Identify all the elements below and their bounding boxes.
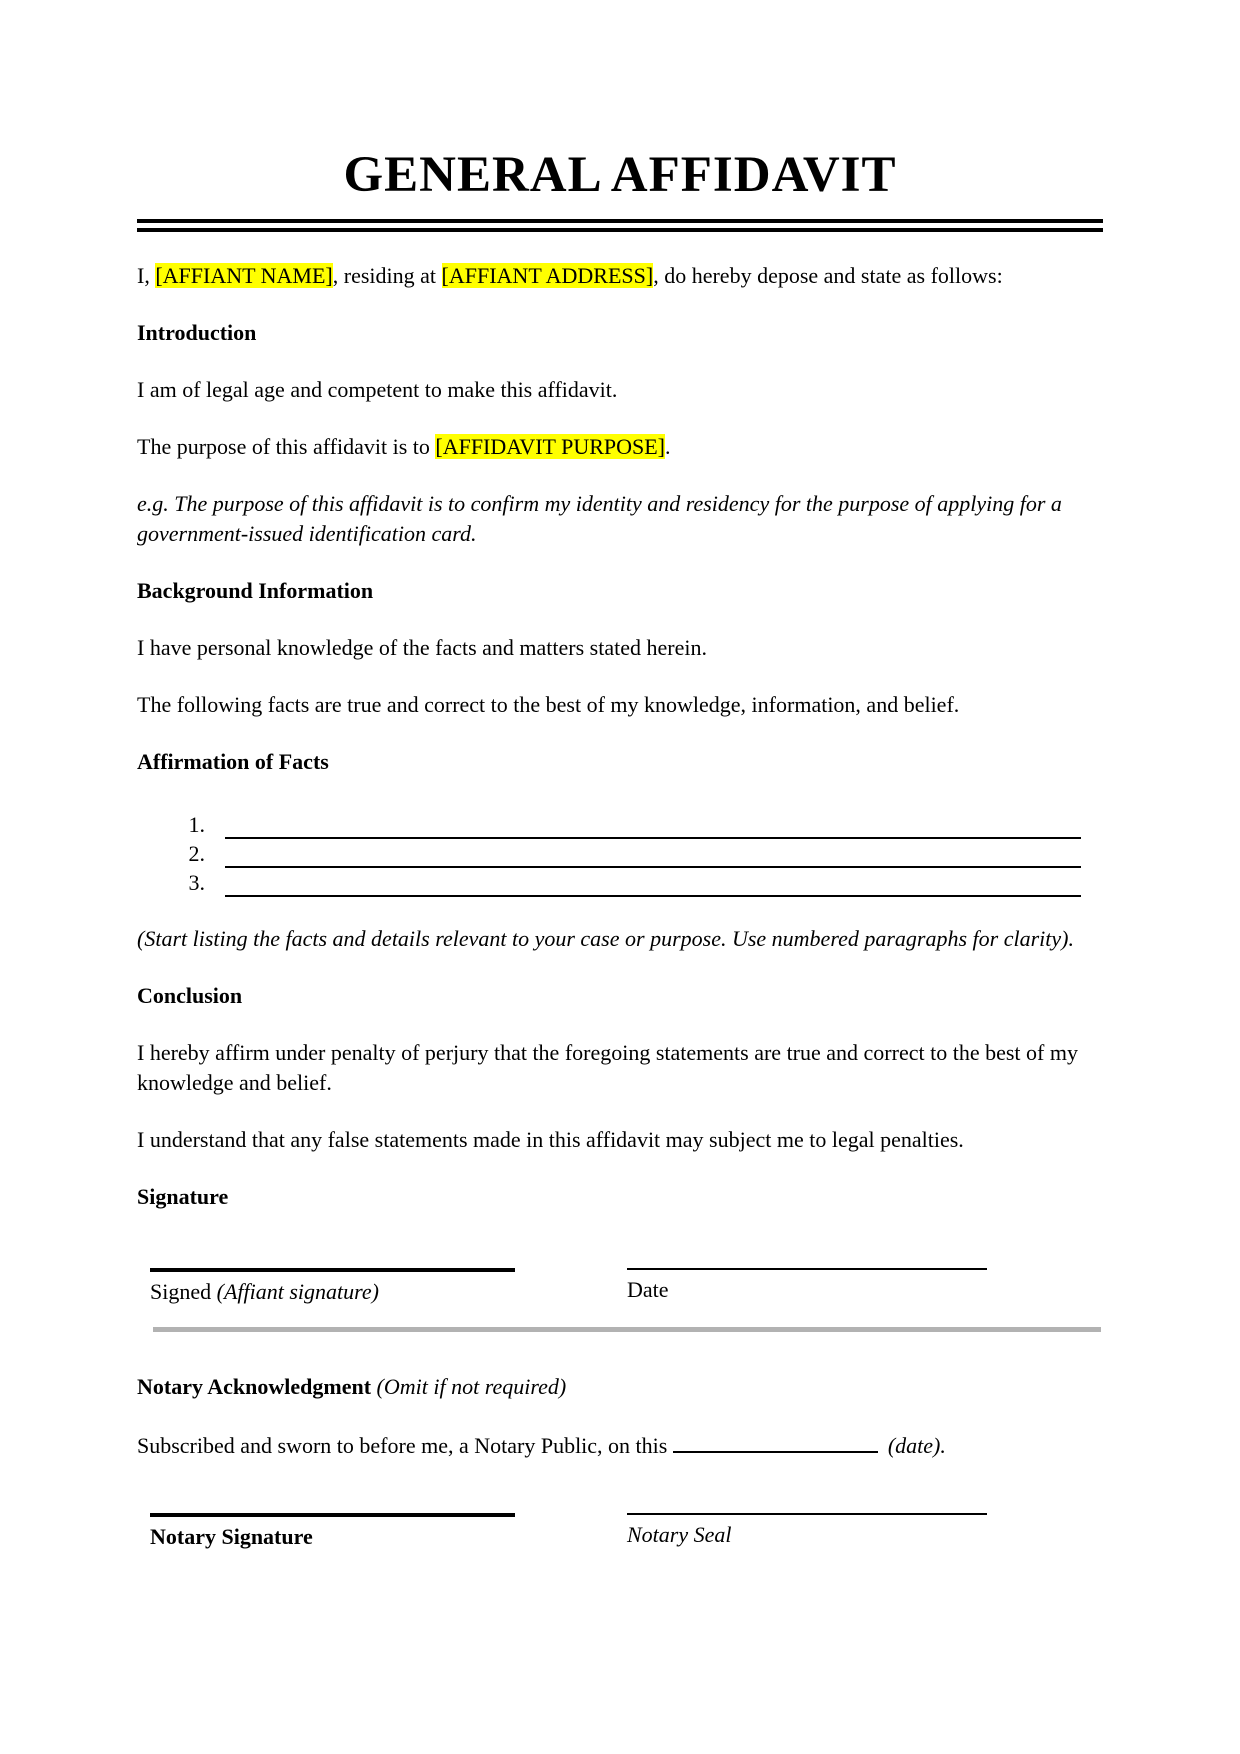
notary-seal-label: Notary Seal xyxy=(627,1522,732,1547)
notary-heading xyxy=(137,1372,1103,1402)
affirmation-heading: Affirmation of Facts xyxy=(137,749,329,774)
date-block xyxy=(627,1268,987,1307)
notary-signature-row xyxy=(150,1513,1103,1552)
purpose-post-text: . xyxy=(665,434,671,459)
fact-blank-line-1[interactable] xyxy=(225,810,1081,839)
date-label: Date xyxy=(627,1277,669,1302)
notary-heading-note: (Omit if not required) xyxy=(376,1374,567,1399)
opening-pre-text: I, xyxy=(137,263,156,288)
signature-heading: Signature xyxy=(137,1184,229,1209)
fact-number-3: 3. xyxy=(188,870,205,895)
sworn-pre-text: Subscribed and sworn to before me, a Notary Public, on this xyxy=(137,1433,673,1458)
signed-label-text: Signed xyxy=(150,1279,217,1304)
notary-signature-label: Notary Signature xyxy=(150,1524,313,1549)
affiant-signature-label xyxy=(150,1272,515,1307)
affidavit-purpose-placeholder[interactable]: [AFFIDAVIT PURPOSE] xyxy=(435,434,665,459)
fact-number-1: 1. xyxy=(188,812,205,837)
date-note-text: (date). xyxy=(887,1433,946,1458)
notary-signature-block xyxy=(150,1513,515,1552)
notary-date-blank-line[interactable] xyxy=(673,1429,878,1453)
document-title: GENERAL AFFIDAVIT xyxy=(343,147,897,203)
opening-mid-text: , residing at xyxy=(332,263,442,288)
affiant-signature-block xyxy=(150,1268,515,1307)
sworn-statement xyxy=(137,1429,1103,1461)
title-double-rule xyxy=(137,219,1103,232)
truth-statement: The following facts are true and correct to the best of my knowledge, information, and belief. xyxy=(137,692,960,717)
opening-post-text: , do hereby depose and state as follows: xyxy=(653,263,1003,288)
affirm-statement: I hereby affirm under penalty of perjury that the foregoing statements are true and correct to the best of my knowledge and belief. xyxy=(137,1040,1078,1095)
conclusion-heading: Conclusion xyxy=(137,983,243,1008)
notary-section-divider xyxy=(153,1327,1101,1332)
background-heading: Background Information xyxy=(137,578,374,603)
fact-item-1 xyxy=(137,810,1103,839)
signature-row xyxy=(150,1268,1103,1307)
purpose-pre-text: The purpose of this affidavit is to xyxy=(137,434,436,459)
notary-seal-block xyxy=(627,1513,987,1552)
penalty-statement: I understand that any false statements made in this affidavit may subject me to legal penalties. xyxy=(137,1127,964,1152)
affiant-name-placeholder[interactable]: [AFFIANT NAME] xyxy=(155,263,333,288)
fact-item-3 xyxy=(137,868,1103,897)
competence-statement: I am of legal age and competent to make this affidavit. xyxy=(137,377,618,402)
purpose-paragraph xyxy=(137,432,1103,462)
opening-paragraph xyxy=(137,261,1103,291)
affiant-address-placeholder[interactable]: [AFFIANT ADDRESS] xyxy=(441,263,654,288)
facts-instruction-note: (Start listing the facts and details relevant to your case or purpose. Use numbered paragraphs for clarity). xyxy=(137,926,1074,951)
signed-note-text: (Affiant signature) xyxy=(216,1279,379,1304)
fact-item-2 xyxy=(137,839,1103,868)
notary-heading-text: Notary Acknowledgment xyxy=(137,1374,372,1399)
fact-blank-line-2[interactable] xyxy=(225,839,1081,868)
facts-list xyxy=(137,810,1103,897)
fact-number-2: 2. xyxy=(188,841,205,866)
knowledge-statement: I have personal knowledge of the facts and matters stated herein. xyxy=(137,635,707,660)
purpose-example-note: e.g. The purpose of this affidavit is to confirm my identity and residency for the purpose of applying for a government-issued identification card. xyxy=(137,491,1062,546)
fact-blank-line-3[interactable] xyxy=(225,868,1081,897)
introduction-heading: Introduction xyxy=(137,320,257,345)
